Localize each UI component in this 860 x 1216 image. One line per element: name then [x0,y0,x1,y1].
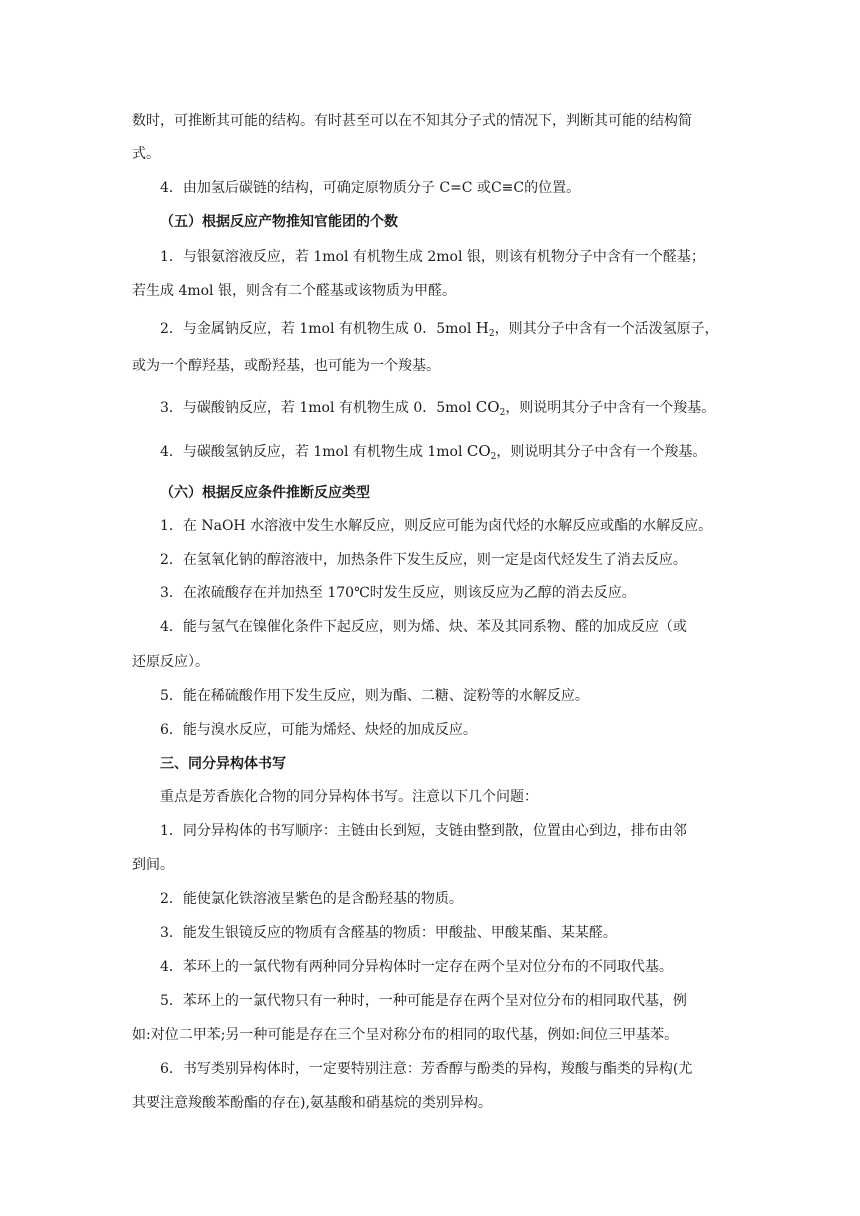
paragraph-line: 其要注意羧酸苯酚酯的存在),氨基酸和硝基烷的类别异构。 [132,1095,492,1111]
chem-formula: CO [475,398,500,416]
paragraph-line [160,399,760,421]
text-span: ，则说明其分子中含有一个羧基。 [496,444,707,460]
paragraph-line: 到间。 [132,857,174,873]
paragraph-line: 1．与银氨溶液反应，若 1mol 有机物生成 2mol 银，则该有机物分子中含有一个醛基； [160,249,705,265]
section-heading: 三、同分异构体书写 [160,756,286,772]
text-span: 4．与碳酸氢钠反应，若 1mol 有机物生成 1mol [160,444,467,460]
paragraph-line: 或为一个醇羟基，或酚羟基，也可能为一个羧基。 [132,358,440,374]
paragraph-line: 还原反应）。 [132,654,209,670]
paragraph-line: 4．苯环上的一氯代物有两种同分异构体时一定存在两个呈对位分布的不同取代基。 [160,959,673,975]
chem-subscript: 2 [499,408,506,418]
paragraph-line: 式。 [132,146,160,162]
text-span: 3．与碳酸钠反应，若 1mol 有机物生成 0．5mol [160,400,476,416]
text-span: 2．与金属钠反应，若 1mol 有机物生成 0．5mol [160,321,476,337]
paragraph-line [160,443,760,465]
text-span: ，则其分子中含有一个活泼氢原子， [494,321,719,337]
paragraph-line: 如:对位二甲苯;另一种可能是存在三个呈对称分布的相同的取代基，例如:间位三甲基苯。 [132,1027,679,1043]
paragraph-line: 1．同分异构体的书写顺序：主链由长到短，支链由整到散，位置由心到边，排布由邻 [160,823,687,839]
paragraph-line: 数时，可推断其可能的结构。有时甚至可以在不知其分子式的情况下，判断其可能的结构简 [132,113,692,129]
paragraph-line: 3．在浓硫酸存在并加热至 170℃时发生反应，则该反应为乙醇的消去反应。 [160,585,636,601]
paragraph-line [160,320,760,342]
paragraph-line: 重点是芳香族化合物的同分异构体书写。注意以下几个问题： [160,789,538,805]
paragraph-line: 4．由加氢后碳链的结构，可确定原物质分子 C=C 或C≡C的位置。 [160,180,581,196]
section-heading: （六）根据反应条件推断反应类型 [160,485,370,501]
paragraph-line: 2．在氢氧化钠的醇溶液中，加热条件下发生反应，则一定是卤代烃发生了消去反应。 [160,552,687,568]
chem-formula: CO [466,442,491,460]
chem-subscript: 2 [490,452,497,462]
chem-formula: H [475,319,489,337]
paragraph-line: 5．苯环上的一氯代物只有一种时，一种可能是存在两个呈对位分布的相同取代基，例 [160,993,687,1009]
paragraph-line: 4．能与氢气在镍催化条件下起反应，则为烯、炔、苯及其同系物、醛的加成反应（或 [160,619,687,635]
paragraph-line: 3．能发生银镜反应的物质有含醛基的物质：甲酸盐、甲酸某酯、某某醛。 [160,925,617,941]
paragraph-line: 若生成 4mol 银，则含有二个醛基或该物质为甲醛。 [132,283,456,299]
paragraph-line: 6．能与溴水反应，可能为烯烃、炔烃的加成反应。 [160,722,477,738]
paragraph-line: 6．书写类别异构体时，一定要特别注意：芳香醇与酚类的异构，羧酸与酯类的异构(尤 [160,1061,693,1077]
paragraph-line: 5．能在稀硫酸作用下发生反应，则为酯、二糖、淀粉等的水解反应。 [160,688,589,704]
section-heading: （五）根据反应产物推知官能团的个数 [160,214,398,230]
text-span: ，则说明其分子中含有一个羧基。 [505,400,716,416]
paragraph-line: 1．在 NaOH 水溶液中发生水解反应，则反应可能为卤代烃的水解反应或酯的水解反应。 [160,518,713,534]
paragraph-line: 2．能使氯化铁溶液呈紫色的是含酚羟基的物质。 [160,891,463,907]
chem-subscript: 2 [488,329,495,339]
